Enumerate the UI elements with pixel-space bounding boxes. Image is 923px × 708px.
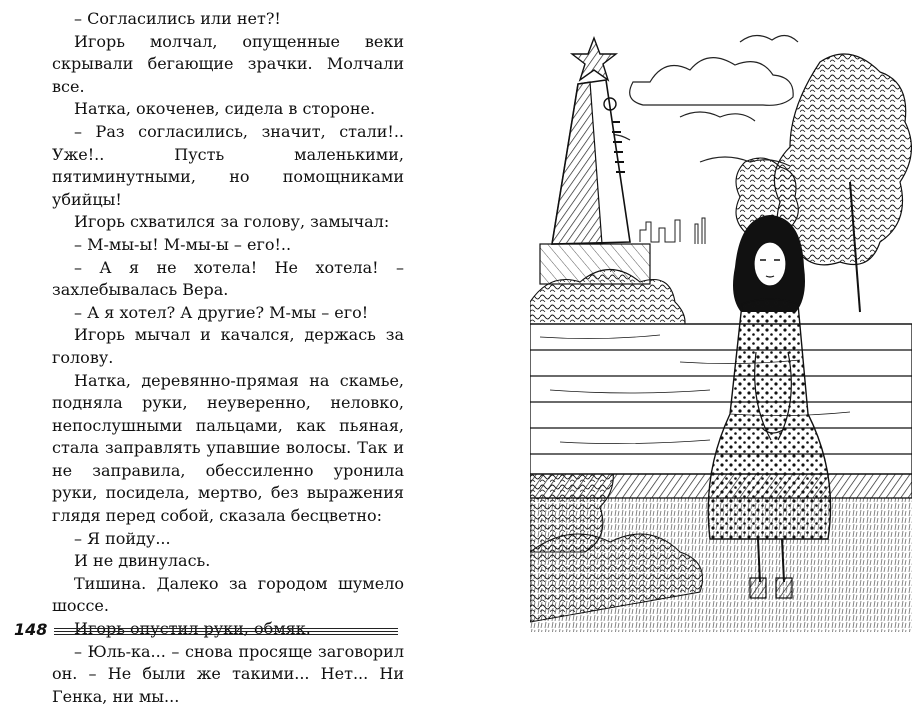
paragraph: – А я не хотела! Не хотела! – захлебывалась Вера. [52,257,404,300]
footer-rule [54,628,398,629]
paragraph: И не двинулась. [74,551,211,571]
left-page [0,0,450,706]
footer-rule [54,634,398,635]
paragraph: – Раз согласились, значит, стали!.. Уже!.. Пусть маленькими, пятиминутными, но помощниками убийцы! [52,121,404,209]
illustration [530,12,912,632]
paragraph: – М-мы-ы! М-мы-ы – его!.. [74,234,292,254]
body-text [52,8,404,708]
footer-rule [54,631,398,632]
paragraph: Натка, деревянно-прямая на скамье, подняла руки, неуверенно, неловко, непослушными пальцами, как пьяная, стала заправлять упавшие волосы. Так и не заправила, обессиленно уронила руки, посидела, мертво, без выражения глядя перед собой, сказала бесцветно: [52,370,404,526]
page-footer [14,620,398,642]
paragraph: Игорь мычал и качался, держась за голову. [52,325,404,367]
paragraph: Натка, окоченев, сидела в стороне. [74,99,376,119]
paragraph: Игорь схватился за голову, замычал: [74,212,390,232]
paragraph: – Я пойду... [74,528,171,548]
paragraph: Тишина. Далеко за городом шумело шоссе. [52,573,404,616]
paragraph: – А я хотел? А другие? М-мы – его! [74,302,369,322]
paragraph: Игорь молчал, опущенные веки скрывали бегающие зрачки. Молчали все. [52,31,404,96]
paragraph: – Согласились или нет?! [74,9,281,28]
page-number: 148 [14,620,48,639]
paragraph: – Юль-ка... – снова просяще заговорил он. – Не были же такими... Нет... Ни Генка, ни мы... [52,641,404,706]
